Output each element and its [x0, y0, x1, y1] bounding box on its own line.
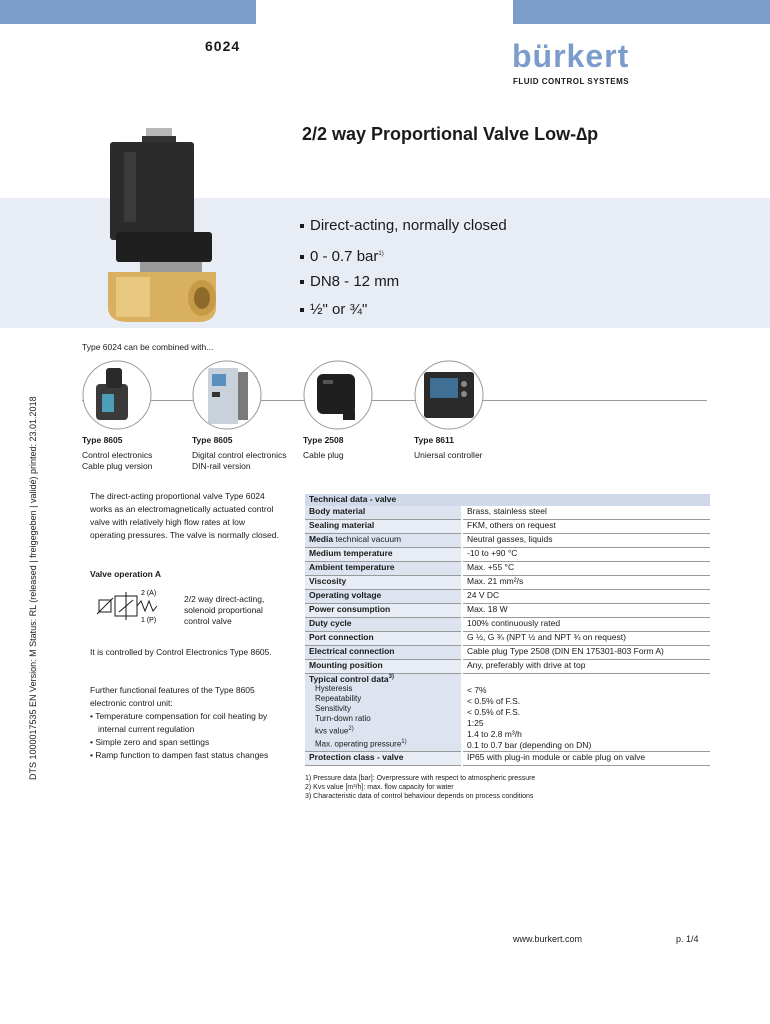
type-number: 6024	[205, 38, 241, 54]
table-row: Electrical connection Cable plug Type 2508 (DIN EN 175301-803 Form A)	[305, 646, 710, 660]
combination-description: Digital control electronics DIN-rail version	[192, 450, 287, 471]
feature-item: DN8 - 12 mm	[300, 268, 507, 296]
table-row: Sealing material FKM, others on request	[305, 520, 710, 534]
further-features	[90, 684, 285, 762]
list-item: • Simple zero and span settings	[90, 737, 210, 747]
combination-description: Control electronics Cable plug version	[82, 450, 153, 471]
table-row: Operating voltage 24 V DC	[305, 590, 710, 604]
table-row: Media technical vacuum Neutral gasses, liquids	[305, 534, 710, 548]
port-p-label: 1 (P)	[141, 617, 157, 624]
brand-tagline: FLUID CONTROL SYSTEMS	[513, 77, 630, 86]
table-row: Protection class - valve IP65 with plug-in module or cable plug on valve	[305, 752, 710, 766]
combination-type-name: Type 8605	[192, 435, 233, 445]
feature-item: ½" or ¾"	[300, 296, 507, 324]
feature-item: Direct-acting, normally closed	[300, 212, 507, 240]
table-row: Body material Brass, stainless steel	[305, 506, 710, 520]
table-header-row	[305, 494, 710, 506]
document-status-sidebar: DTS 1000017535 EN Version: M Status: RL (released | freigegeben | validé) printed: 23.01.2018	[28, 396, 38, 780]
table-row: Duty cycle 100% continuously rated	[305, 618, 710, 632]
combination-type-name: Type 2508	[303, 435, 344, 445]
table-row: Ambient temperature Max. +55 °C	[305, 562, 710, 576]
combination-description: Uniersal controller	[414, 450, 483, 460]
header-accent-bar-right	[513, 0, 770, 24]
valve-operation-description: 2/2 way direct-acting, solenoid proportional control valve	[184, 594, 265, 626]
technical-data-heading: Technical data - valve	[305, 494, 710, 506]
brand-wordmark: bürkert	[512, 38, 630, 74]
page-number: p. 1/4	[676, 934, 699, 944]
table-row: Port connection G ½, G ¾ (NPT ½ and NPT ¾ on request)	[305, 632, 710, 646]
table-row: Typical control data$^{3)}$ Hysteresis Repeatability Sensitivity Turn-down ratio kvs value$^{2)}$ Max. operating pressure$^{1)}$ < 7% < 0.5% of F.S. < 0.5% of F.S. 1:25 1.4 to 2.8 m³/h 0.1 to 0.7 bar (depending on DN)	[305, 674, 710, 752]
table-row: Viscosity Max. 21 mm²/s	[305, 576, 710, 590]
footnote: 2) Kvs value [m³/h]: max. flow capacity for water	[305, 784, 454, 791]
footnotes	[305, 774, 710, 801]
page-title: 2/2 way Proportional Valve Low-∆p	[302, 124, 599, 144]
feature-item: 0 - 0.7 bar$^{1)}$	[300, 240, 507, 268]
table-row: Medium temperature -10 to +90 °C	[305, 548, 710, 562]
technical-data-table	[305, 494, 710, 766]
valve-operation-title: Valve operation A	[90, 569, 162, 579]
combination-type-name: Type 8611	[414, 435, 455, 445]
universal-controller-icon	[414, 360, 484, 430]
footnote: 3) Characteristic data of control behaviour depends on process conditions	[305, 793, 534, 800]
table-row: Power consumption Max. 18 W	[305, 604, 710, 618]
cable-plug-icon	[303, 360, 373, 430]
further-features-intro: Further functional features of the Type 8605 electronic control unit:	[90, 685, 255, 708]
intro-paragraph: The direct-acting proportional valve Type 6024 works as an electromagnetically actuated control valve with relatively high flow rates at low operating pressures. The valve is normally closed.	[90, 491, 279, 540]
combination-type-name: Type 8605	[82, 435, 123, 445]
combination-caption: Type 6024 can be combined with...	[82, 342, 214, 352]
table-row: Mounting position Any, preferably with drive at top	[305, 660, 710, 674]
header-accent-bar-left	[0, 0, 256, 24]
combination-description: Cable plug	[303, 450, 344, 460]
valve-product-photo	[98, 122, 228, 334]
list-item: • Temperature compensation for coil heating by internal current regulation	[90, 711, 268, 734]
feature-list	[300, 212, 507, 324]
footnote: 1) Pressure data [bar]: Overpressure with respect to atmospheric pressure	[305, 775, 536, 782]
combination-divider	[82, 400, 707, 401]
control-electronics-plug-icon	[82, 360, 152, 430]
valve-symbol-icon	[95, 588, 175, 624]
port-a-label: 2 (A)	[141, 590, 157, 597]
burkert-logo	[512, 38, 652, 90]
controlled-by-text: It is controlled by Control Electronics Type 8605.	[90, 647, 272, 657]
list-item: • Ramp function to dampen fast status changes	[90, 750, 269, 760]
footer-website-link[interactable]: www.burkert.com	[513, 934, 583, 944]
din-rail-controller-icon	[192, 360, 262, 430]
